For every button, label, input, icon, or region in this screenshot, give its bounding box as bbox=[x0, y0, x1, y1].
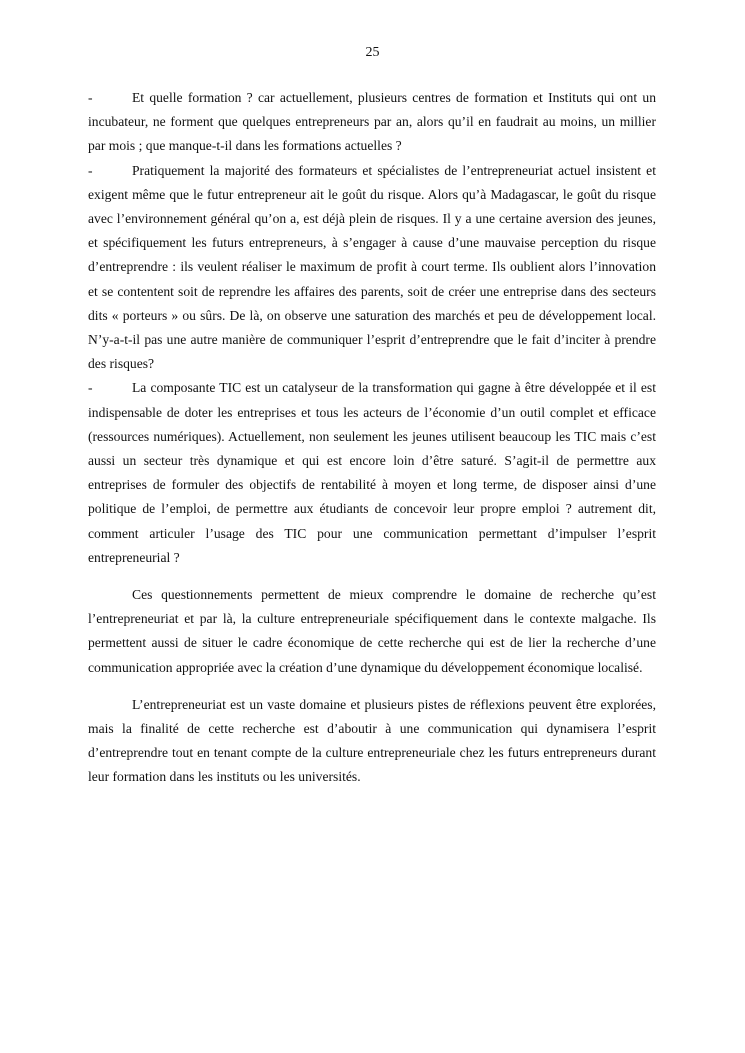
bullet-text: Pratiquement la majorité des formateurs et spécialistes de l’entrepreneuriat actuel insistent et exigent même que le futur entrepreneur ait le goût du risque. Alors qu’à Madagascar, le goût du risque avec l’environnement général qu’on a, est déjà plein de risques. Il y a une certaine aversion des jeunes, et spécifiquement les futurs entrepreneurs, à s’engager à cause d’une mauvaise perception du risque d’entreprendre : ils veulent réaliser le maximum de profit à court terme. Ils oublient alors l’innovation et se contentent soit de reprendre les affaires des parents, soit de créer une entreprise dans des secteurs dits « porteurs » ou sûrs. De là, on observe une saturation des marchés et peu de développement local. N’y-a-t-il pas une autre manière de communiquer l’esprit d’entreprendre que le fait d’inciter à prendre des risques? bbox=[88, 162, 656, 372]
bullet-item-risque bbox=[88, 159, 656, 377]
page-content bbox=[88, 86, 656, 790]
bullet-dash: - bbox=[88, 162, 93, 178]
bullet-dash: - bbox=[88, 90, 93, 105]
page-number: 25 bbox=[365, 45, 380, 60]
bullet-item-tic bbox=[88, 376, 656, 570]
bullet-dash: - bbox=[88, 380, 93, 396]
bullet-text: Et quelle formation ? car actuellement, plusieurs centres de formation et Instituts qui ont un incubateur, ne forment que quelques entrepreneurs par an, alors qu’il en faudrait au moins, un millier par mois ; que manque-t-il dans les formations actuelles ? bbox=[88, 90, 656, 154]
paragraph-questionnements: Ces questionnements permettent de mieux comprendre le domaine de recherche qu’est l’entrepreneuriat et par là, la culture entrepreneuriale spécifiquement dans le contexte malgache. Ils permettent aussi de situer le cadre économique de cette recherche qui est de lier la recherche d’une communication appropriée avec la création d’une dynamique du développement économique localisé. bbox=[88, 587, 656, 675]
bullet-item-formation bbox=[88, 86, 656, 159]
bullet-text: La composante TIC est un catalyseur de la transformation qui gagne à être développée et il est indispensable de doter les entreprises et tous les acteurs de l’économie d’un outil complet et efficace (ressources numériques). Actuellement, non seulement les jeunes utilisent beaucoup les TIC mais c’est aussi un secteur très dynamique et qui est encore loin d’être saturé. S’agit-il de permettre aux entreprises de formuler des objectifs de rentabilité à moyen et long terme, de disposer ainsi d’une politique de l’emploi, de permettre aux étudiants de concevoir leur propre emploi ? autrement dit, comment articuler l’usage des TIC pour une communication permettant d’impulser l’esprit entrepreneurial ? bbox=[88, 380, 656, 565]
paragraph-entrepreneuriat: L’entrepreneuriat est un vaste domaine et plusieurs pistes de réflexions peuvent être explorées, mais la finalité de cette recherche est d’aboutir à une communication qui dynamisera l’esprit d’entreprendre tout en tenant compte de la culture entrepreneuriale chez les futurs entrepreneurs durant leur formation dans les instituts ou les universités. bbox=[88, 696, 656, 785]
